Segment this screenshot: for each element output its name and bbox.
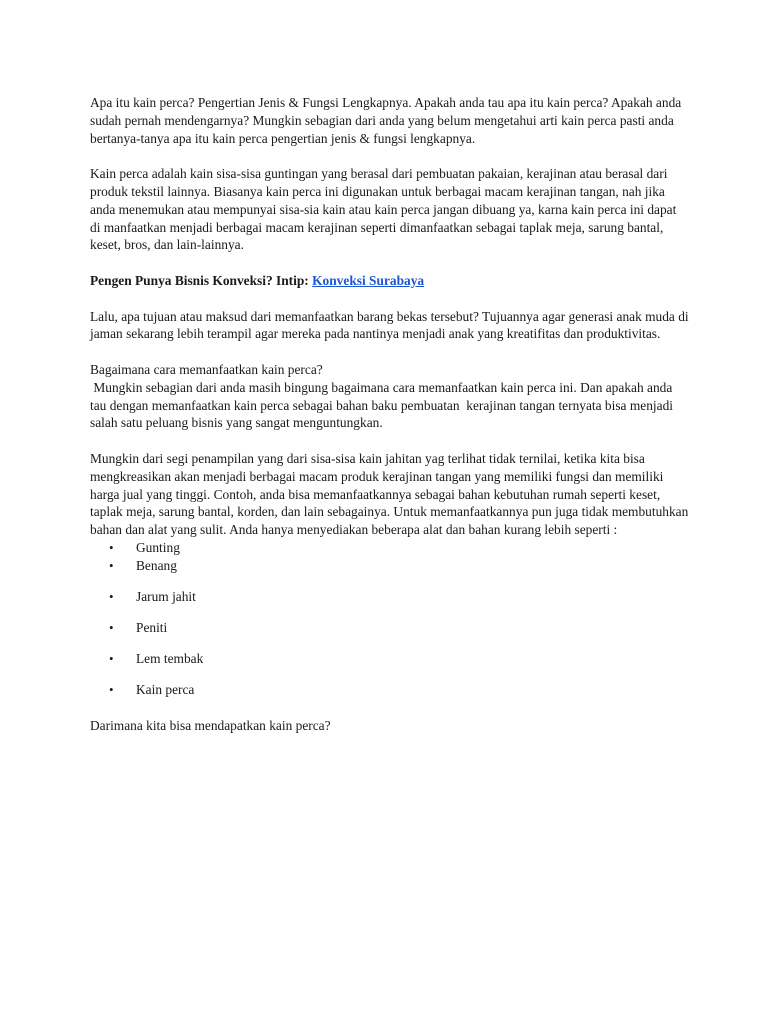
- list-item: • Lem tembak: [136, 650, 690, 668]
- materials-list: [90, 539, 690, 699]
- document-page: [90, 94, 690, 735]
- list-item: • Peniti: [136, 619, 690, 637]
- paragraph-spacer: [90, 290, 690, 308]
- how-to-question: Bagaimana cara memanfaatkan kain perca?: [90, 361, 323, 377]
- materials-intro-paragraph: Mungkin dari segi penampilan yang dari sisa-sisa kain jahitan yag terlihat tidak ternilai, ketika kita bisa mengkreasikan akan menjadi berbagai macam produk kerajinan tangan yang memiliki fungsi dan memiliki harga jual yang tinggi. Contoh, anda bisa memanfaatkannya sebagai bahan kebutuhan rumah seperti keset, taplak meja, sarung bantal, korden, dan lain sebagainya. Untuk memanfaatkannya pun juga tidak membutuhkan bahan dan alat yang sulit. Anda hanya menyediakan beberapa alat dan bahan kurang lebih seperti :: [90, 450, 689, 538]
- paragraph-spacer: [90, 699, 690, 717]
- paragraph-spacer: [90, 432, 690, 450]
- promo-line: [90, 272, 690, 290]
- konveksi-surabaya-link[interactable]: Konveksi Surabaya: [312, 272, 425, 288]
- list-item: • Benang: [136, 557, 690, 575]
- promo-label: Pengen Punya Bisnis Konveksi? Intip:: [90, 272, 313, 288]
- list-item: • Gunting: [136, 539, 690, 557]
- paragraph-spacer: [90, 254, 690, 272]
- intro-paragraph-2: Kain perca adalah kain sisa-sisa guntingan yang berasal dari pembuatan pakaian, kerajinan atau berasal dari produk tekstil lainnya. Biasanya kain perca ini digunakan untuk berbagai macam kerajinan tangan, nah jika anda menemukan atau mempunyai sisa-sia kain atau kain perca jangan dibuang ya, karna kain perca ini dapat di manfaatkan menjadi berbagai macam kerajinan seperti dimanfaatkan sebagai taplak meja, sarung bantal, keset, bros, dan lain-lainnya.: [90, 166, 677, 253]
- source-question: Darimana kita bisa mendapatkan kain perca?: [90, 718, 331, 734]
- list-item: • Kain perca: [136, 681, 690, 699]
- how-to-paragraph: Mungkin sebagian dari anda masih bingung bagaimana cara memanfaatkan kain perca ini. Dan apakah anda tau dengan memanfaatkan kain perca sebagai bahan baku pembuatan kerajinan tangan ternyata bisa menjadi salah satu peluang bisnis yang sangat menguntungkan.: [90, 379, 677, 431]
- paragraph-spacer: [90, 343, 690, 361]
- purpose-paragraph: Lalu, apa tujuan atau maksud dari memanfaatkan barang bekas tersebut? Tujuannya agar generasi anak muda di jaman sekarang lebih terampil agar mereka pada nantinya menjadi anak yang kreatifitas dan produktivitas.: [90, 308, 689, 342]
- paragraph-spacer: [90, 147, 690, 165]
- intro-paragraph-1: Apa itu kain perca? Pengertian Jenis & Fungsi Lengkapnya. Apakah anda tau apa itu kain perca? Apakah anda sudah pernah mendengarnya? Mungkin sebagian dari anda yang belum mengetahui arti kain perca pasti anda bertanya-tanya apa itu kain perca pengertian jenis & fungsi lengkapnya.: [90, 95, 682, 146]
- list-item: • Jarum jahit: [136, 588, 690, 606]
